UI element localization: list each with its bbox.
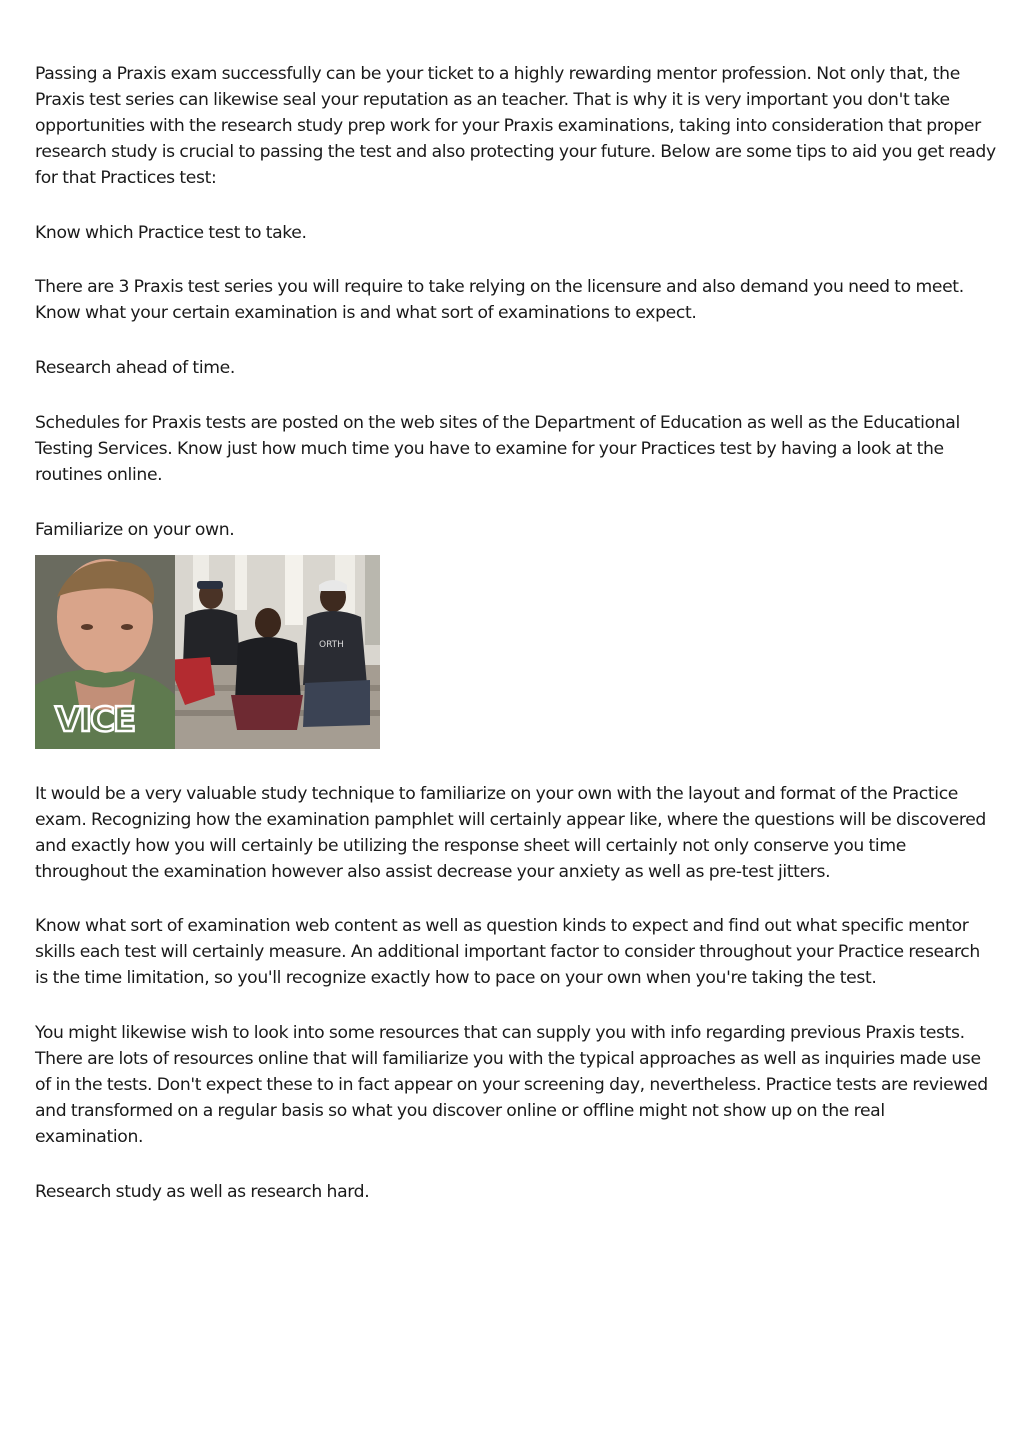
paragraph-heading-know-test: Know which Practice test to take.: [35, 222, 307, 243]
paragraph-schedules: Schedules for Praxis tests are posted on the web sites of the Department of Education as well as the Educational Testing Services. Know just how much time you have to examine for your Practices test by having a look at the routines online.: [35, 413, 960, 485]
paragraph-heading-research-ahead: Research ahead of time.: [35, 358, 235, 379]
paragraph-test-series: There are 3 Praxis test series you will require to take relying on the licensure and also demand you need to meet. Know what your certain examination is and what sort of examinations to expect.: [35, 277, 964, 324]
paragraph-intro: Passing a Praxis exam successfully can be your ticket to a highly rewarding mentor profession. Not only that, the Praxis test series can likewise seal your reputation as an teacher. That is why it is very important you don't take opportunities with the research study prep work for your Praxis examinations, taking into consideration that proper research study is crucial to passing the test and also protecting your future. Below are some tips to aid you get ready for that Practices test:: [35, 64, 996, 188]
paragraph-resources: You might likewise wish to look into some resources that can supply you with info regarding previous Praxis tests. There are lots of resources online that will familiarize you with the typical approaches as well as inquiries made use of in the tests. Don't expect these to in fact appear on your screening day, nevertheless. Practice tests are reviewed and transformed on a regular basis so what you discover online or offline might not show up on the real examination.: [35, 1023, 988, 1147]
paragraph-content-skills: Know what sort of examination web content as well as question kinds to expect and find out what specific mentor skills each test will certainly measure. An additional important factor to consider throughout your Practice research is the time limitation, so you'll recognize exactly how to pace on your own when you're taking the test.: [35, 916, 980, 989]
shirt-print: ORTH: [319, 639, 344, 650]
paragraph-heading-familiarize: Familiarize on your own.: [35, 519, 235, 540]
article-photo: [35, 555, 380, 749]
paragraph-familiarize-layout: It would be a very valuable study technique to familiarize on your own with the layout and format of the Practice exam. Recognizing how the examination pamphlet will certainly appear like, where the questions will be discovered and exactly how you will certainly be utilizing the response sheet will certainly not only conserve you time throughout the examination however also assist decrease your anxiety as well as pre-test jitters.: [35, 783, 986, 882]
vice-watermark: VICE: [55, 699, 135, 740]
paragraph-heading-study-hard: Research study as well as research hard.: [35, 1181, 370, 1202]
article-body: [35, 62, 997, 1235]
